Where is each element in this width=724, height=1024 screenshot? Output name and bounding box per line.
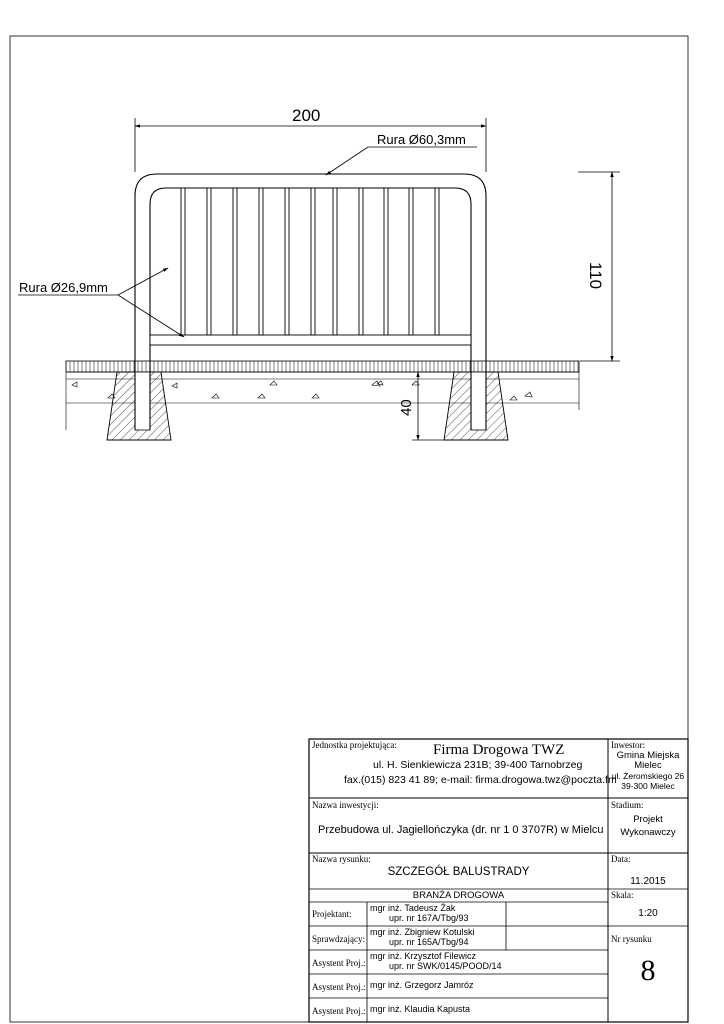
dimension-width-label: 200 xyxy=(292,106,321,125)
person-license: upr. nr SWK/0145/POOD/14 xyxy=(389,961,502,971)
person-role: Asystent Proj.: xyxy=(312,958,366,968)
investor-line-3: ul. Żeromskiego 26 xyxy=(611,771,685,781)
drawing-label: Nazwa rysunku: xyxy=(312,854,371,864)
person-role: Projektant: xyxy=(312,909,352,919)
investment-label: Nazwa inwestycji: xyxy=(312,800,379,810)
date-value: 11.2015 xyxy=(630,876,666,887)
designer-label: Jednostka projektująca: xyxy=(312,740,397,750)
vertical-bars xyxy=(181,188,439,335)
stage-label: Stadium: xyxy=(611,800,644,810)
railing-frame xyxy=(135,174,486,430)
person-name: mgr inż. Klaudia Kapusta xyxy=(370,1004,471,1014)
leader-bars xyxy=(18,268,184,337)
branch-label: BRANŻA DROGOWA xyxy=(412,890,505,901)
number-label: Nr rysunku xyxy=(611,934,652,944)
firm-name: Firma Drogowa TWZ xyxy=(433,742,565,758)
stage-line-2: Wykonawczy xyxy=(620,827,676,838)
label-top-rail: Rura Ø60,3mm xyxy=(377,132,466,147)
date-label: Data: xyxy=(611,854,631,864)
drawing-name: SZCZEGÓŁ BALUSTRADY xyxy=(387,866,530,878)
drawing-number: 8 xyxy=(640,954,656,987)
person-role: Sprawdzający: xyxy=(312,934,365,944)
firm-address: ul. H. Sienkiewicza 231B; 39-400 Tarnobrzeg xyxy=(373,759,583,771)
investor-line-2: Mielec xyxy=(634,760,662,771)
leader-top-rail xyxy=(326,147,477,175)
investor-line-1: Gmina Miejska xyxy=(616,750,680,761)
label-bars: Rura Ø26,9mm xyxy=(19,280,108,295)
person-name: mgr inż. Zbigniew Kotulski xyxy=(370,927,475,937)
foundation-left xyxy=(107,372,171,440)
investment-name: Przebudowa ul. Jagiellończyka (dr. nr 1 0 3707R) w Mielcu xyxy=(318,824,604,836)
bottom-rail xyxy=(150,335,471,345)
person-name: mgr inż. Tadeusz Żak xyxy=(370,903,456,913)
dimension-height-label: 110 xyxy=(586,262,605,290)
person-role: Asystent Proj.: xyxy=(312,982,366,992)
firm-contact: fax.(015) 823 41 89; e-mail: firma.drogowa.twz@poczta.fm xyxy=(344,774,617,786)
scale-label: Skala: xyxy=(611,890,634,900)
dimension-foundation-label: 40 xyxy=(398,399,415,416)
person-license: upr. nr 165A/Tbg/94 xyxy=(389,937,469,947)
person-name: mgr inż. Grzegorz Jamróz xyxy=(370,980,474,990)
foundation-right xyxy=(444,372,508,440)
stage-line-1: Projekt xyxy=(633,814,663,825)
person-name: mgr inż. Krzysztof Filewicz xyxy=(370,951,477,961)
scale-value: 1:20 xyxy=(638,908,658,919)
investor-line-4: 39-300 Mielec xyxy=(621,781,675,791)
person-license: upr. nr 167A/Tbg/93 xyxy=(389,913,469,923)
investor-label: Inwestor: xyxy=(611,740,645,750)
person-role: Asystent Proj.: xyxy=(312,1006,366,1016)
